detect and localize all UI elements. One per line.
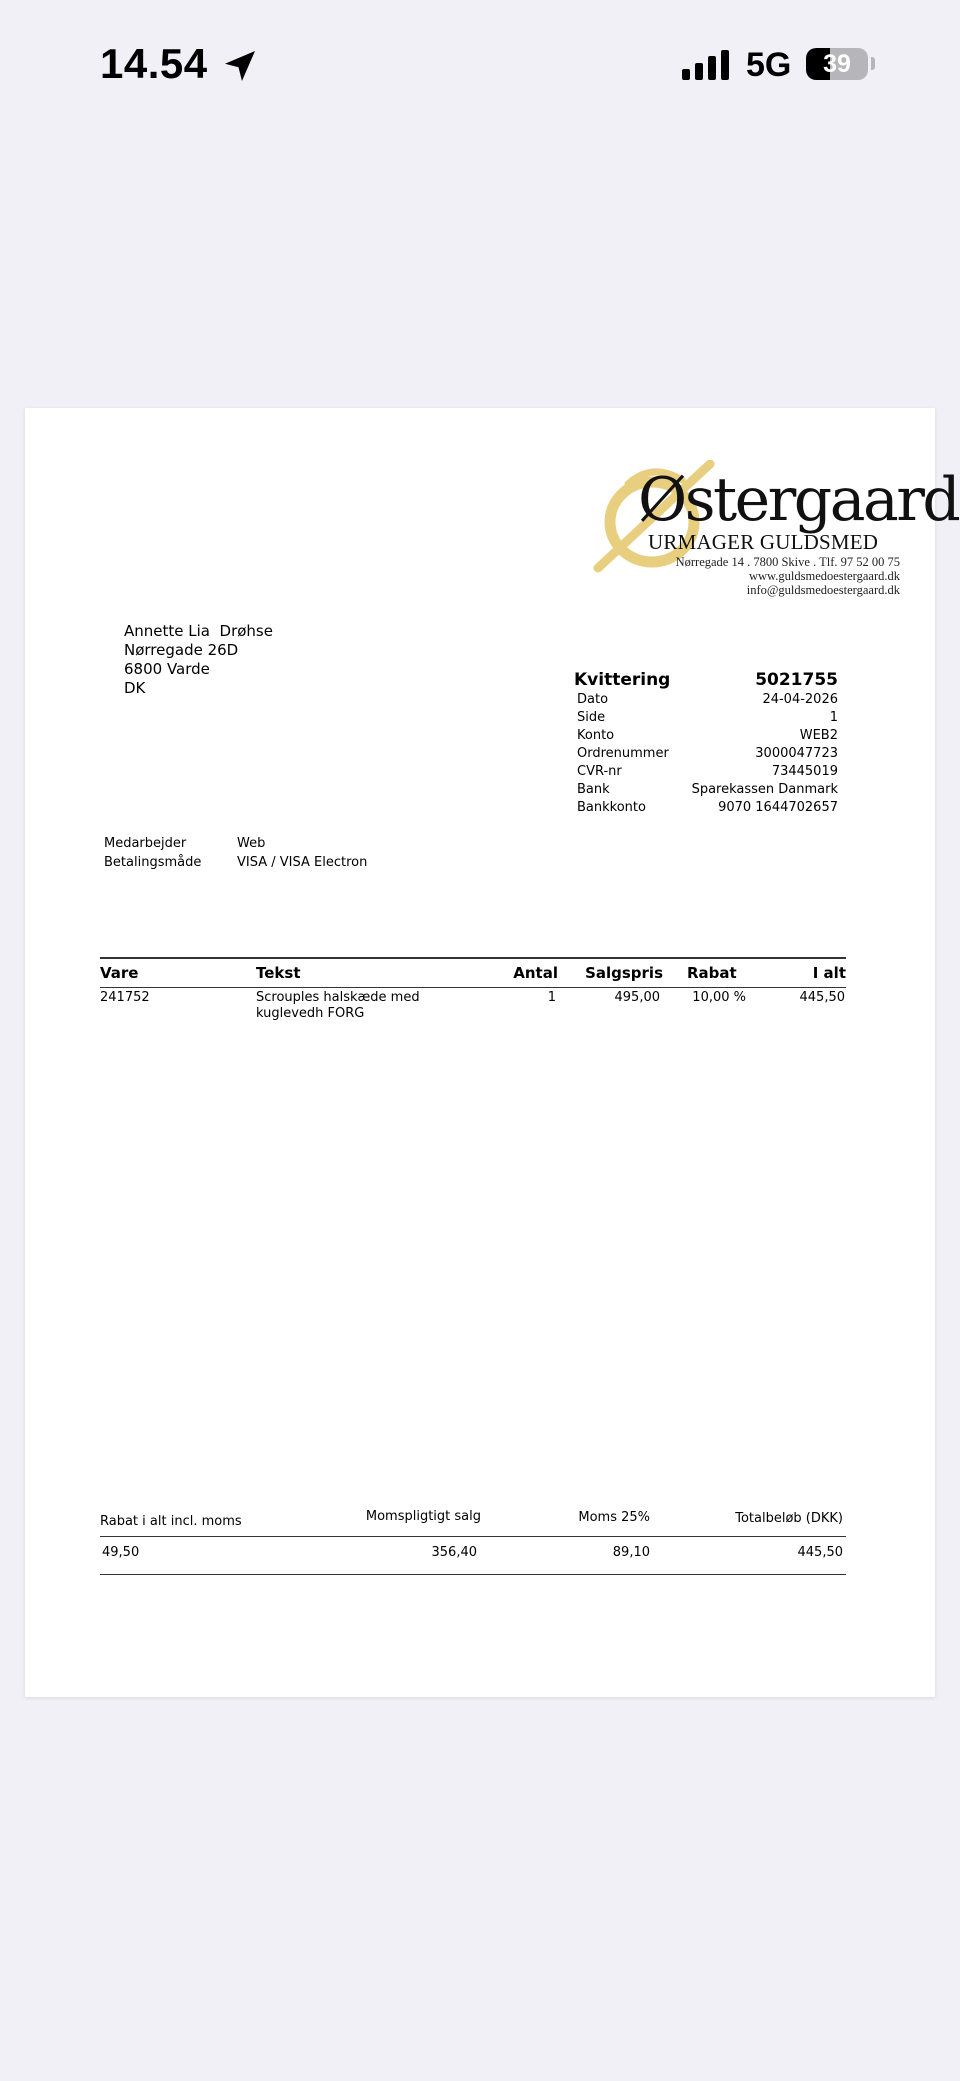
summary-mid-rule (100, 1536, 846, 1537)
summary-discount-label: Rabat i alt incl. moms (100, 1514, 242, 1529)
battery-percent: 39 (823, 50, 851, 78)
document-title: Kvittering (574, 670, 671, 690)
info-label: Ordrenummer (577, 746, 669, 761)
info-label: Bankkonto (577, 800, 646, 815)
info-value: 9070 1644702657 (718, 800, 838, 815)
summary-vat-label: Moms 25% (578, 1510, 650, 1525)
info-label: Bank (577, 782, 610, 797)
location-arrow-icon (222, 48, 258, 84)
receipt-page (25, 408, 959, 1697)
meta-value: VISA / VISA Electron (237, 855, 368, 870)
info-row (577, 727, 838, 745)
row-text (256, 990, 420, 1022)
summary-bottom-rule (100, 1574, 846, 1575)
logo-subtitle: URMAGER GULDSMED (648, 530, 879, 554)
summary-total-label: Totalbeløb (DKK) (735, 1511, 843, 1526)
col-header-total: I alt (812, 964, 846, 982)
col-header-item: Vare (100, 964, 139, 982)
row-text-line: kuglevedh FORG (256, 1006, 365, 1021)
battery-tip (871, 57, 875, 70)
info-label: Konto (577, 728, 615, 743)
info-row (577, 763, 838, 781)
status-bar (0, 0, 960, 130)
customer-name: Annette Lia Drøhse (124, 622, 273, 640)
info-label: Dato (577, 692, 609, 707)
info-label: CVR-nr (577, 764, 622, 779)
receipt-info-table (577, 691, 838, 817)
meta-row (104, 834, 367, 853)
info-value: 1 (829, 710, 838, 725)
info-row (577, 745, 838, 763)
info-row (577, 799, 838, 817)
table-header-rule (100, 987, 846, 988)
info-row (577, 709, 838, 727)
col-header-quantity: Antal (513, 964, 558, 982)
row-total: 445,50 (799, 990, 845, 1005)
row-item-number: 241752 (100, 990, 150, 1005)
logo-name: Østergaard (638, 465, 959, 535)
summary-vat-value: 89,10 (612, 1545, 650, 1560)
network-type: 5G (746, 46, 792, 84)
summary-total-value: 445,50 (797, 1545, 843, 1560)
document-number: 5021755 (755, 670, 838, 690)
meta-label: Betalingsmåde (104, 855, 202, 870)
col-header-text: Tekst (256, 964, 301, 982)
meta-label: Medarbejder (104, 836, 187, 851)
logo-address: Nørregade 14 . 7800 Skive . Tlf. 97 52 00 75 (675, 555, 900, 569)
company-logo (590, 460, 959, 610)
status-time: 14.54 (100, 40, 208, 87)
row-discount: 10,00 % (692, 990, 746, 1005)
row-text-line: Scrouples halskæde med (256, 990, 420, 1005)
meta-row (104, 853, 367, 872)
summary-taxable-label: Momspligtigt salg (365, 1509, 481, 1524)
logo-email: info@guldsmedoestergaard.dk (746, 583, 900, 597)
info-label: Side (577, 710, 606, 725)
row-price: 495,00 (614, 990, 660, 1005)
order-meta (104, 834, 367, 872)
table-top-rule (100, 957, 846, 959)
info-value: 24-04-2026 (762, 692, 838, 707)
customer-address (124, 622, 273, 698)
logo-web: www.guldsmedoestergaard.dk (748, 569, 900, 583)
info-value: Sparekassen Danmark (691, 782, 838, 797)
col-header-price: Salgspris (585, 964, 663, 982)
meta-value: Web (237, 836, 266, 851)
col-header-discount: Rabat (687, 964, 737, 982)
customer-country: DK (124, 679, 146, 697)
info-value: 3000047723 (755, 746, 838, 761)
info-value: 73445019 (771, 764, 838, 779)
cellular-signal-icon (682, 50, 730, 80)
info-row (577, 781, 838, 799)
row-quantity: 1 (547, 990, 556, 1005)
summary-taxable-value: 356,40 (431, 1545, 477, 1560)
customer-street: Nørregade 26D (124, 641, 239, 659)
customer-city: 6800 Varde (124, 660, 210, 678)
info-value: WEB2 (799, 728, 838, 743)
info-row (577, 691, 838, 709)
battery-icon (806, 48, 868, 80)
summary-discount-value: 49,50 (102, 1545, 140, 1560)
